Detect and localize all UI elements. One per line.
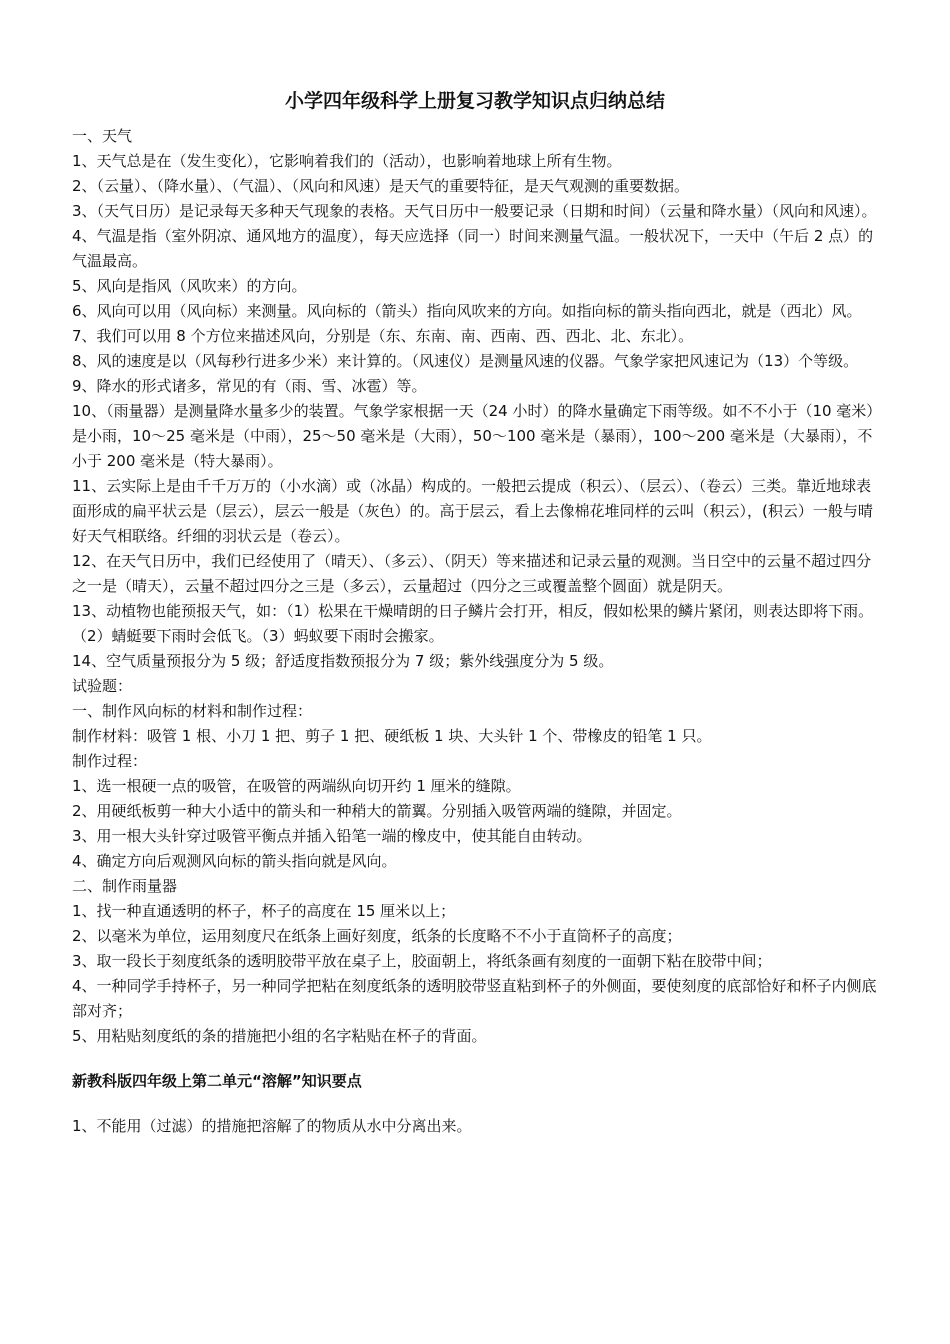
paragraph: 3、（天气日历）是记录每天多种天气现象的表格。天气日历中一般要记录（日期和时间）（云量和降水量）（风向和风速）。	[72, 202, 877, 220]
list-item: 1、找一种直通透明的杯子，杯子的高度在 15 厘米以上；	[72, 902, 456, 920]
list-item: 2、以毫米为单位，运用刻度尺在纸条上画好刻度，纸条的长度略不不小于直筒杯子的高度；	[72, 927, 682, 945]
paragraph: 13、动植物也能预报天气，如：（1）松果在干燥晴朗的日子鳞片会打开，相反，假如松果的鳞片紧闭，则表达即将下雨。（2）蜻蜓要下雨时会低飞。（3）蚂蚁要下雨时会搬家。	[72, 602, 874, 645]
list-item: 2、用硬纸板剪一种大小适中的箭头和一种稍大的箭翼。分别插入吸管两端的缝隙，并固定。	[72, 802, 682, 820]
list-item: 4、确定方向后观测风向标的箭头指向就是风向。	[72, 852, 397, 870]
section2-heading: 新教科版四年级上第二单元“溶解”知识要点	[72, 1072, 362, 1090]
document-title: 小学四年级科学上册复习教学知识点归纳总结	[284, 90, 665, 112]
paragraph: 制作材料：吸管 1 根、小刀 1 把、剪子 1 把、硬纸板 1 块、大头针 1 个、带橡皮的铅笔 1 只。	[72, 727, 712, 745]
list-item: 3、取一段长于刻度纸条的透明胶带平放在桌子上，胶面朝上，将纸条画有刻度的一面朝下粘在胶带中间；	[72, 952, 772, 970]
paragraph: 1、天气总是在（发生变化），它影响着我们的（活动），也影响着地球上所有生物。	[72, 152, 622, 170]
paragraph: 2、（云量）、（降水量）、（气温）、（风向和风速）是天气的重要特征，是天气观测的重要数据。	[72, 177, 690, 195]
subheading-rain-gauge: 二、制作雨量器	[72, 877, 178, 895]
paragraph: 5、风向是指风（风吹来）的方向。	[72, 277, 307, 295]
list-item: 5、用粘贴刻度纸的条的措施把小组的名字粘贴在杯子的背面。	[72, 1027, 487, 1045]
paragraph: 10、（雨量器）是测量降水量多少的装置。气象学家根据一天（24 小时）的降水量确定下雨等级。如不不小于（10 毫米）是小雨，10～25 毫米是（中雨），25～50 毫米是（大雨），50～100 毫米是（暴雨），100～200 毫米是（大暴雨），不小于 200 毫米是（特大暴雨）。	[72, 402, 874, 470]
paragraph: 11、云实际上是由千千万万的（小水滴）或（冰晶）构成的。一般把云提成（积云）、（层云）、（卷云）三类。靠近地球表面形成的扁平状云是（层云），层云一般是（灰色）的。高于层云，看上去像棉花堆同样的云叫（积云），(积云）一般与晴好天气相联络。纤细的羽状云是（卷云）。	[72, 477, 873, 545]
paragraph: 1、不能用（过滤）的措施把溶解了的物质从水中分离出来。	[72, 1117, 472, 1135]
paragraph: 7、我们可以用 8 个方位来描述风向，分别是（东、东南、南、西南、西、西北、北、东北）。	[72, 327, 694, 345]
paragraph: 14、空气质量预报分为 5 级；舒适度指数预报分为 7 级；紫外线强度分为 5 级。	[72, 652, 614, 670]
subheading-experiments: 试验题：	[72, 677, 133, 695]
subheading-wind-vane: 一、制作风向标的材料和制作过程：	[72, 702, 313, 720]
section-heading-weather: 一、天气	[72, 127, 133, 145]
list-item: 1、选一根硬一点的吸管，在吸管的两端纵向切开约 1 厘米的缝隙。	[72, 777, 521, 795]
list-item: 4、一种同学手持杯子，另一种同学把粘在刻度纸条的透明胶带竖直粘到杯子的外侧面，要使刻度的底部恰好和杯子内侧底部对齐；	[72, 977, 877, 1020]
paragraph: 6、风向可以用（风向标）来测量。风向标的（箭头）指向风吹来的方向。如指向标的箭头指向西北，就是（西北）风。	[72, 302, 862, 320]
paragraph: 8、风的速度是以（风每秒行进多少米）来计算的。（风速仪）是测量风速的仪器。气象学家把风速记为（13）个等级。	[72, 352, 859, 370]
subheading-process: 制作过程：	[72, 752, 148, 770]
list-item: 3、用一根大头针穿过吸管平衡点并插入铅笔一端的橡皮中，使其能自由转动。	[72, 827, 592, 845]
document-body	[72, 124, 880, 1139]
paragraph: 12、在天气日历中，我们已经使用了（晴天）、（多云）、（阴天）等来描述和记录云量的观测。当日空中的云量不超过四分之一是（晴天），云量不超过四分之三是（多云），云量超过（四分之三或覆盖整个圆面）就是阴天。	[72, 552, 872, 595]
paragraph: 9、降水的形式诸多，常见的有（雨、雪、冰雹）等。	[72, 377, 427, 395]
paragraph: 4、气温是指（室外阴凉、通风地方的温度），每天应选择（同一）时间来测量气温。一般状况下，一天中（午后 2 点）的气温最高。	[72, 227, 874, 270]
